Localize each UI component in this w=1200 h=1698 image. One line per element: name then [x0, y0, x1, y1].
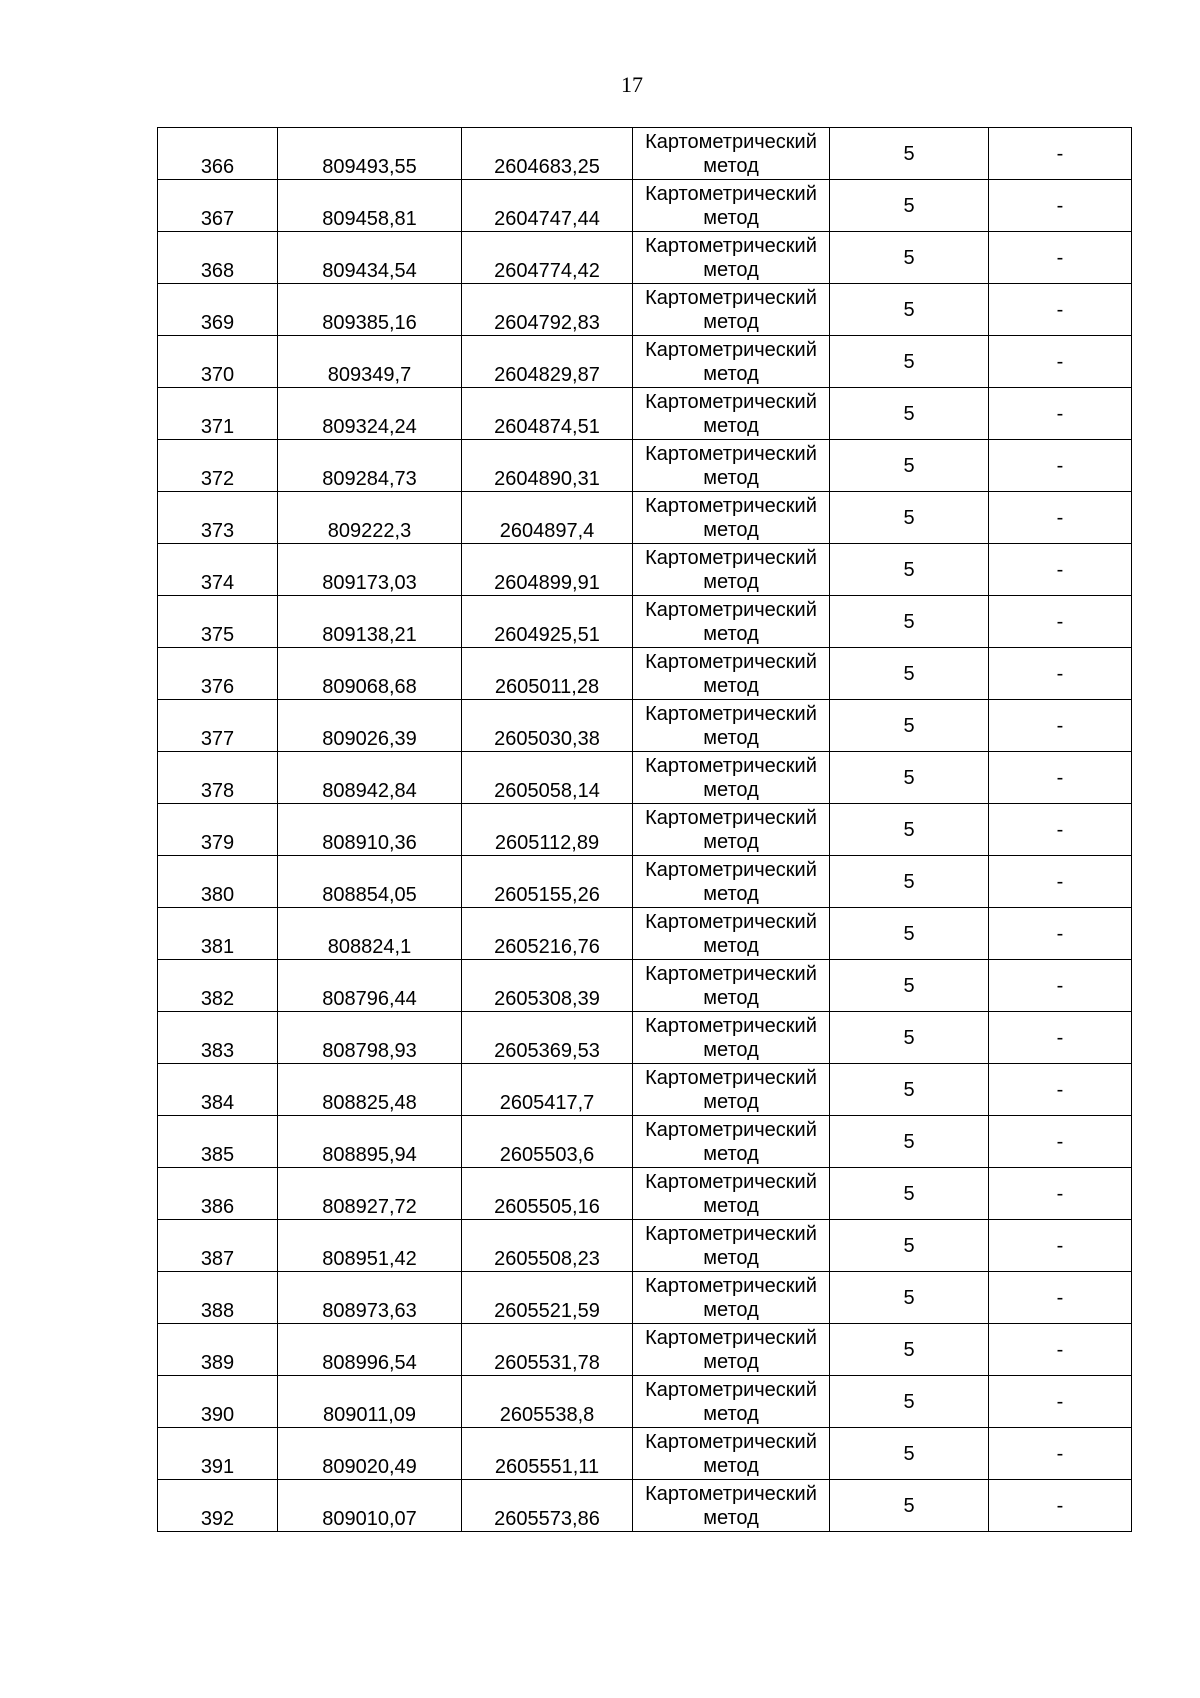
y-coordinate-cell: 2604747,44: [462, 180, 633, 232]
method-cell: [633, 1480, 830, 1532]
point-number-cell: 382: [158, 960, 278, 1012]
table-row: [158, 1272, 1132, 1324]
x-coordinate-cell: 809222,3: [278, 492, 462, 544]
method-line-1: Картометрический: [645, 702, 817, 725]
point-number-cell: 387: [158, 1220, 278, 1272]
point-number-cell: 392: [158, 1480, 278, 1532]
description-cell: -: [989, 388, 1132, 440]
method-line-1: Картометрический: [645, 598, 817, 621]
method-cell: [633, 908, 830, 960]
accuracy-cell: 5: [830, 596, 989, 648]
description-cell: -: [989, 492, 1132, 544]
accuracy-cell: 5: [830, 804, 989, 856]
point-number-cell: 389: [158, 1324, 278, 1376]
point-number-cell: 367: [158, 180, 278, 232]
method-line-1: Картометрический: [645, 234, 817, 257]
description-cell: -: [989, 1480, 1132, 1532]
y-coordinate-cell: 2604874,51: [462, 388, 633, 440]
description-cell: -: [989, 1168, 1132, 1220]
y-coordinate-cell: 2605508,23: [462, 1220, 633, 1272]
method-cell: [633, 648, 830, 700]
method-line-2: метод: [703, 154, 759, 177]
accuracy-cell: 5: [830, 648, 989, 700]
method-cell: [633, 700, 830, 752]
point-number-cell: 370: [158, 336, 278, 388]
method-cell: [633, 752, 830, 804]
coordinates-table-body: [158, 128, 1132, 1532]
accuracy-cell: 5: [830, 908, 989, 960]
y-coordinate-cell: 2604890,31: [462, 440, 633, 492]
x-coordinate-cell: 809284,73: [278, 440, 462, 492]
description-cell: -: [989, 596, 1132, 648]
x-coordinate-cell: 809173,03: [278, 544, 462, 596]
y-coordinate-cell: 2604899,91: [462, 544, 633, 596]
method-line-2: метод: [703, 310, 759, 333]
coordinates-table: [157, 127, 1132, 1532]
x-coordinate-cell: 809020,49: [278, 1428, 462, 1480]
method-cell: [633, 1272, 830, 1324]
description-cell: -: [989, 1324, 1132, 1376]
x-coordinate-cell: 809011,09: [278, 1376, 462, 1428]
y-coordinate-cell: 2605308,39: [462, 960, 633, 1012]
description-cell: -: [989, 960, 1132, 1012]
method-line-2: метод: [703, 830, 759, 853]
method-line-1: Картометрический: [645, 1118, 817, 1141]
y-coordinate-cell: 2605369,53: [462, 1012, 633, 1064]
y-coordinate-cell: 2605011,28: [462, 648, 633, 700]
method-cell: [633, 960, 830, 1012]
method-line-1: Картометрический: [645, 910, 817, 933]
accuracy-cell: 5: [830, 1428, 989, 1480]
table-row: [158, 388, 1132, 440]
description-cell: -: [989, 180, 1132, 232]
description-cell: -: [989, 336, 1132, 388]
x-coordinate-cell: 809068,68: [278, 648, 462, 700]
x-coordinate-cell: 808942,84: [278, 752, 462, 804]
table-row: [158, 544, 1132, 596]
accuracy-cell: 5: [830, 336, 989, 388]
method-line-1: Картометрический: [645, 286, 817, 309]
y-coordinate-cell: 2605155,26: [462, 856, 633, 908]
y-coordinate-cell: 2604925,51: [462, 596, 633, 648]
y-coordinate-cell: 2605538,8: [462, 1376, 633, 1428]
table-row: [158, 1220, 1132, 1272]
point-number-cell: 372: [158, 440, 278, 492]
point-number-cell: 373: [158, 492, 278, 544]
x-coordinate-cell: 808910,36: [278, 804, 462, 856]
y-coordinate-cell: 2605503,6: [462, 1116, 633, 1168]
method-cell: [633, 1220, 830, 1272]
method-line-2: метод: [703, 726, 759, 749]
method-line-1: Картометрический: [645, 858, 817, 881]
description-cell: -: [989, 752, 1132, 804]
table-row: [158, 180, 1132, 232]
method-line-1: Картометрический: [645, 1222, 817, 1245]
method-line-1: Картометрический: [645, 130, 817, 153]
table-row: [158, 596, 1132, 648]
method-cell: [633, 1428, 830, 1480]
point-number-cell: 391: [158, 1428, 278, 1480]
description-cell: -: [989, 908, 1132, 960]
description-cell: -: [989, 1064, 1132, 1116]
method-line-2: метод: [703, 1090, 759, 1113]
description-cell: -: [989, 1012, 1132, 1064]
table-row: [158, 804, 1132, 856]
point-number-cell: 390: [158, 1376, 278, 1428]
method-line-2: метод: [703, 414, 759, 437]
accuracy-cell: 5: [830, 700, 989, 752]
accuracy-cell: 5: [830, 180, 989, 232]
description-cell: -: [989, 1376, 1132, 1428]
x-coordinate-cell: 808796,44: [278, 960, 462, 1012]
method-cell: [633, 1324, 830, 1376]
description-cell: -: [989, 1272, 1132, 1324]
method-line-1: Картометрический: [645, 1482, 817, 1505]
method-cell: [633, 856, 830, 908]
point-number-cell: 375: [158, 596, 278, 648]
method-line-2: метод: [703, 934, 759, 957]
x-coordinate-cell: 808996,54: [278, 1324, 462, 1376]
method-line-2: метод: [703, 258, 759, 281]
method-cell: [633, 1012, 830, 1064]
point-number-cell: 377: [158, 700, 278, 752]
point-number-cell: 386: [158, 1168, 278, 1220]
accuracy-cell: 5: [830, 1272, 989, 1324]
method-cell: [633, 492, 830, 544]
table-row: [158, 1324, 1132, 1376]
table-row: [158, 1376, 1132, 1428]
method-line-1: Картометрический: [645, 806, 817, 829]
table-row: [158, 128, 1132, 180]
accuracy-cell: 5: [830, 544, 989, 596]
table-row: [158, 648, 1132, 700]
table-row: [158, 960, 1132, 1012]
accuracy-cell: 5: [830, 856, 989, 908]
table-row: [158, 1428, 1132, 1480]
x-coordinate-cell: 809138,21: [278, 596, 462, 648]
y-coordinate-cell: 2605112,89: [462, 804, 633, 856]
method-cell: [633, 180, 830, 232]
method-line-1: Картометрический: [645, 390, 817, 413]
method-line-1: Картометрический: [645, 546, 817, 569]
method-line-1: Картометрический: [645, 1014, 817, 1037]
y-coordinate-cell: 2604792,83: [462, 284, 633, 336]
description-cell: -: [989, 648, 1132, 700]
point-number-cell: 368: [158, 232, 278, 284]
table-row: [158, 1116, 1132, 1168]
method-line-1: Картометрический: [645, 754, 817, 777]
table-row: [158, 336, 1132, 388]
accuracy-cell: 5: [830, 752, 989, 804]
point-number-cell: 388: [158, 1272, 278, 1324]
x-coordinate-cell: 808824,1: [278, 908, 462, 960]
method-line-2: метод: [703, 1194, 759, 1217]
method-line-2: метод: [703, 1402, 759, 1425]
x-coordinate-cell: 809349,7: [278, 336, 462, 388]
method-line-1: Картометрический: [645, 650, 817, 673]
method-line-2: метод: [703, 1454, 759, 1477]
accuracy-cell: 5: [830, 128, 989, 180]
point-number-cell: 379: [158, 804, 278, 856]
method-line-2: метод: [703, 1298, 759, 1321]
table-row: [158, 284, 1132, 336]
method-cell: [633, 128, 830, 180]
method-cell: [633, 596, 830, 648]
x-coordinate-cell: 808973,63: [278, 1272, 462, 1324]
accuracy-cell: 5: [830, 388, 989, 440]
method-line-2: метод: [703, 570, 759, 593]
method-line-1: Картометрический: [645, 494, 817, 517]
accuracy-cell: 5: [830, 1012, 989, 1064]
accuracy-cell: 5: [830, 1324, 989, 1376]
point-number-cell: 381: [158, 908, 278, 960]
method-line-2: метод: [703, 622, 759, 645]
table-row: [158, 856, 1132, 908]
accuracy-cell: 5: [830, 1376, 989, 1428]
x-coordinate-cell: 808825,48: [278, 1064, 462, 1116]
method-cell: [633, 232, 830, 284]
accuracy-cell: 5: [830, 284, 989, 336]
method-cell: [633, 388, 830, 440]
description-cell: -: [989, 856, 1132, 908]
description-cell: -: [989, 128, 1132, 180]
method-line-2: метод: [703, 1350, 759, 1373]
point-number-cell: 366: [158, 128, 278, 180]
method-cell: [633, 284, 830, 336]
table-row: [158, 440, 1132, 492]
method-line-2: метод: [703, 674, 759, 697]
x-coordinate-cell: 809434,54: [278, 232, 462, 284]
method-line-1: Картометрический: [645, 1430, 817, 1453]
point-number-cell: 374: [158, 544, 278, 596]
method-cell: [633, 1376, 830, 1428]
x-coordinate-cell: 808798,93: [278, 1012, 462, 1064]
y-coordinate-cell: 2605531,78: [462, 1324, 633, 1376]
description-cell: -: [989, 1116, 1132, 1168]
accuracy-cell: 5: [830, 440, 989, 492]
method-line-2: метод: [703, 206, 759, 229]
method-line-1: Картометрический: [645, 1066, 817, 1089]
method-line-2: метод: [703, 518, 759, 541]
method-line-2: метод: [703, 1038, 759, 1061]
y-coordinate-cell: 2605551,11: [462, 1428, 633, 1480]
description-cell: -: [989, 804, 1132, 856]
y-coordinate-cell: 2605030,38: [462, 700, 633, 752]
x-coordinate-cell: 808951,42: [278, 1220, 462, 1272]
method-cell: [633, 1168, 830, 1220]
x-coordinate-cell: 809324,24: [278, 388, 462, 440]
method-line-2: метод: [703, 466, 759, 489]
accuracy-cell: 5: [830, 1480, 989, 1532]
point-number-cell: 385: [158, 1116, 278, 1168]
method-line-2: метод: [703, 986, 759, 1009]
y-coordinate-cell: 2605573,86: [462, 1480, 633, 1532]
method-line-1: Картометрический: [645, 1274, 817, 1297]
point-number-cell: 376: [158, 648, 278, 700]
x-coordinate-cell: 808895,94: [278, 1116, 462, 1168]
page-number: 17: [621, 72, 643, 97]
description-cell: -: [989, 700, 1132, 752]
accuracy-cell: 5: [830, 960, 989, 1012]
point-number-cell: 371: [158, 388, 278, 440]
description-cell: -: [989, 1220, 1132, 1272]
method-line-1: Картометрический: [645, 1378, 817, 1401]
y-coordinate-cell: 2605521,59: [462, 1272, 633, 1324]
table-row: [158, 232, 1132, 284]
x-coordinate-cell: 809458,81: [278, 180, 462, 232]
y-coordinate-cell: 2604774,42: [462, 232, 633, 284]
x-coordinate-cell: 808927,72: [278, 1168, 462, 1220]
method-line-1: Картометрический: [645, 442, 817, 465]
accuracy-cell: 5: [830, 1220, 989, 1272]
table-row: [158, 700, 1132, 752]
method-line-1: Картометрический: [645, 962, 817, 985]
point-number-cell: 378: [158, 752, 278, 804]
x-coordinate-cell: 809026,39: [278, 700, 462, 752]
method-line-2: метод: [703, 1246, 759, 1269]
y-coordinate-cell: 2605216,76: [462, 908, 633, 960]
accuracy-cell: 5: [830, 1116, 989, 1168]
method-line-2: метод: [703, 882, 759, 905]
accuracy-cell: 5: [830, 1168, 989, 1220]
x-coordinate-cell: 809493,55: [278, 128, 462, 180]
method-cell: [633, 1064, 830, 1116]
method-line-2: метод: [703, 778, 759, 801]
y-coordinate-cell: 2604897,4: [462, 492, 633, 544]
point-number-cell: 383: [158, 1012, 278, 1064]
table-row: [158, 1168, 1132, 1220]
point-number-cell: 380: [158, 856, 278, 908]
method-line-1: Картометрический: [645, 1170, 817, 1193]
y-coordinate-cell: 2605505,16: [462, 1168, 633, 1220]
description-cell: -: [989, 232, 1132, 284]
table-row: [158, 1064, 1132, 1116]
method-line-1: Картометрический: [645, 182, 817, 205]
method-cell: [633, 440, 830, 492]
method-cell: [633, 544, 830, 596]
description-cell: -: [989, 544, 1132, 596]
method-line-1: Картометрический: [645, 338, 817, 361]
table-row: [158, 1480, 1132, 1532]
table-row: [158, 492, 1132, 544]
x-coordinate-cell: 808854,05: [278, 856, 462, 908]
method-line-1: Картометрический: [645, 1326, 817, 1349]
accuracy-cell: 5: [830, 232, 989, 284]
x-coordinate-cell: 809385,16: [278, 284, 462, 336]
y-coordinate-cell: 2605058,14: [462, 752, 633, 804]
method-line-2: метод: [703, 1506, 759, 1529]
y-coordinate-cell: 2604683,25: [462, 128, 633, 180]
point-number-cell: 369: [158, 284, 278, 336]
accuracy-cell: 5: [830, 492, 989, 544]
method-cell: [633, 336, 830, 388]
method-cell: [633, 1116, 830, 1168]
method-line-2: метод: [703, 1142, 759, 1165]
x-coordinate-cell: 809010,07: [278, 1480, 462, 1532]
accuracy-cell: 5: [830, 1064, 989, 1116]
table-row: [158, 908, 1132, 960]
description-cell: -: [989, 440, 1132, 492]
y-coordinate-cell: 2605417,7: [462, 1064, 633, 1116]
description-cell: -: [989, 1428, 1132, 1480]
table-row: [158, 1012, 1132, 1064]
point-number-cell: 384: [158, 1064, 278, 1116]
method-cell: [633, 804, 830, 856]
method-line-2: метод: [703, 362, 759, 385]
description-cell: -: [989, 284, 1132, 336]
table-row: [158, 752, 1132, 804]
y-coordinate-cell: 2604829,87: [462, 336, 633, 388]
